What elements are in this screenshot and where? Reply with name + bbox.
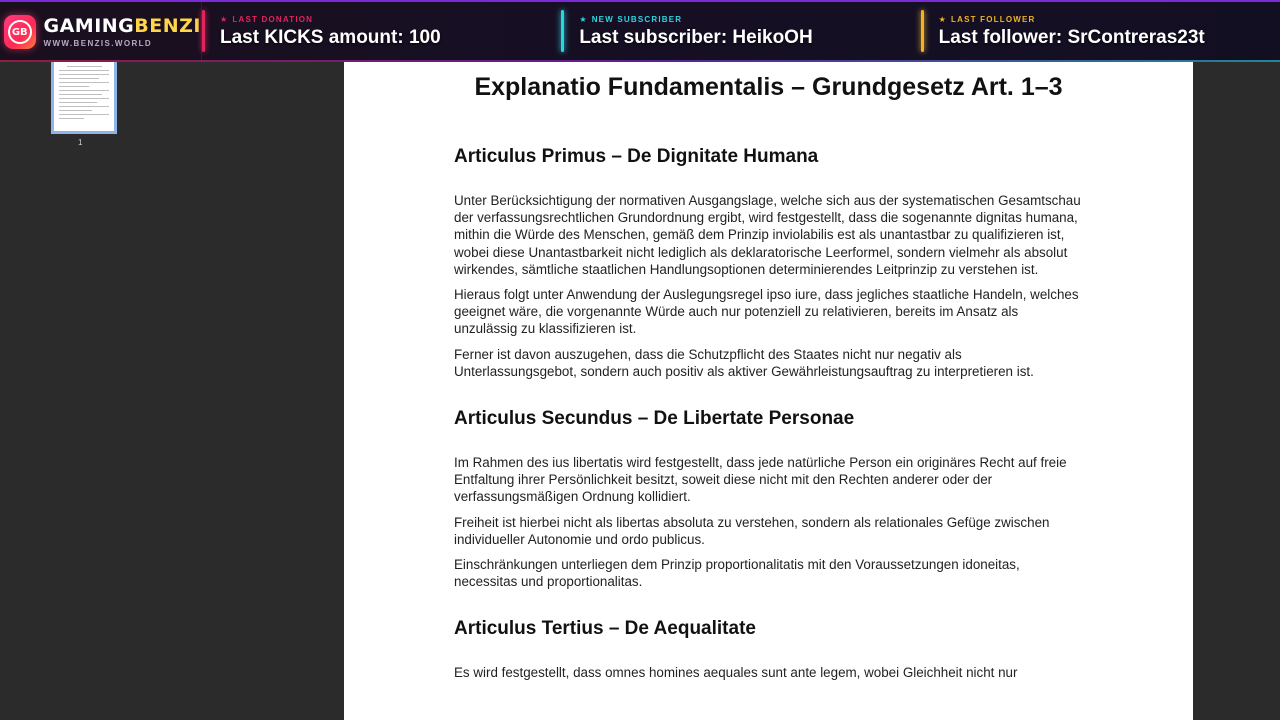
ticker-accent-bar [561, 10, 564, 52]
paragraph: Unter Berücksichtigung der normativen Ausgangslage, welche sich aus der systematischen Gesamtschau der verfassungsrechtlichen Grundordnung ergibt, wird festgestellt, dass die sogenannte dignitas humana, mithin die Würde des Menschen, gemäß dem Prinzip inviolabilis est als unantastbar zu qualifizieren ist, wobei diese Unantastbarkeit nicht lediglich als deklaratorische Leerformel, sondern vielmehr als absolut wirkendes, sämtliche staatlichen Handlungsoptionen determinierendes Leitprinzip zu verstehen ist. [454, 193, 1081, 277]
ticker-label: LAST DONATION [232, 15, 314, 24]
ticker-accent-bar [921, 10, 924, 52]
ticker-value: Last subscriber: HeikoOH [579, 27, 813, 48]
document-title: Explanatio Fundamentalis – Grundgesetz Art. 1–3 [474, 73, 1063, 101]
new-subscriber-ticker [561, 2, 920, 62]
page-thumbnail[interactable] [51, 62, 117, 134]
paragraph: Ferner ist davon auszugehen, dass die Schutzpflicht des Staates nicht nur negativ als Unterlassungsgebot, sondern auch positiv als aktiver Gewährleistungsauftrag zu interpretieren ist. [454, 346, 1034, 379]
channel-name-part2: BENZI [134, 14, 201, 37]
thumbnail-page-number: 1 [78, 138, 83, 147]
ticker-value: Last KICKS amount: 100 [220, 27, 441, 48]
star-icon: ★ [579, 15, 588, 24]
section-articulus-secundus [454, 408, 1083, 590]
section-heading: Articulus Secundus – De Libertate Personae [454, 408, 855, 430]
channel-name-part1: GAMING [43, 14, 135, 37]
star-icon: ★ [938, 15, 948, 24]
paragraph: Freiheit ist hierbei nicht als libertas absoluta zu verstehen, sondern als relationales Gefüge zwischen individueller Autonomie und ordo publicus. [454, 514, 1050, 547]
ticker-label: NEW SUBSCRIBER [591, 15, 683, 24]
channel-logo-monogram: GB [8, 20, 32, 44]
pdf-viewer [0, 62, 1280, 720]
section-articulus-tertius [454, 618, 1083, 681]
ticker-accent-bar [202, 10, 205, 52]
section-heading: Articulus Tertius – De Aequalitate [454, 618, 756, 640]
section-articulus-primus [454, 146, 1083, 380]
paragraph: Im Rahmen des ius libertatis wird festgestellt, dass jede natürliche Person ein originäres Recht auf freie Entfaltung ihrer Persönlichkeit besitzt, soweit diese nicht mit den Rechten anderer oder der verfassungsmäßigen Ordnung kollidiert. [454, 455, 1067, 505]
thumbnail-sidebar [0, 62, 170, 720]
document-page [344, 62, 1193, 720]
last-follower-ticker [921, 2, 1280, 62]
paragraph: Einschränkungen unterliegen dem Prinzip proportionalitatis mit den Voraussetzungen idoneitas, necessitas und proportionalitas. [454, 557, 1020, 590]
paragraph: Hieraus folgt unter Anwendung der Auslegungsregel ipso iure, dass jegliches staatliche Handeln, welches geeignet wäre, die vorgenannte Würde auch nur potenziell zu relativieren, bereits im Ansatz als unzulässig zu klassifizieren ist. [454, 287, 1079, 337]
section-heading: Articulus Primus – De Dignitate Humana [454, 146, 819, 167]
ticker-value: Last follower: SrContreras23t [938, 27, 1205, 48]
paragraph: Es wird festgestellt, dass omnes homines aequales sunt ante legem, wobei Gleichheit nicht nur [454, 665, 1018, 681]
channel-logo [4, 15, 36, 49]
star-icon: ★ [220, 15, 229, 24]
stream-overlay-bar [0, 0, 1280, 62]
channel-name [43, 14, 202, 37]
channel-brand [0, 2, 202, 62]
last-donation-ticker [202, 2, 561, 62]
channel-url: WWW.BENZIS.WORLD [43, 38, 153, 48]
ticker-label: LAST FOLLOWER [951, 15, 1036, 24]
